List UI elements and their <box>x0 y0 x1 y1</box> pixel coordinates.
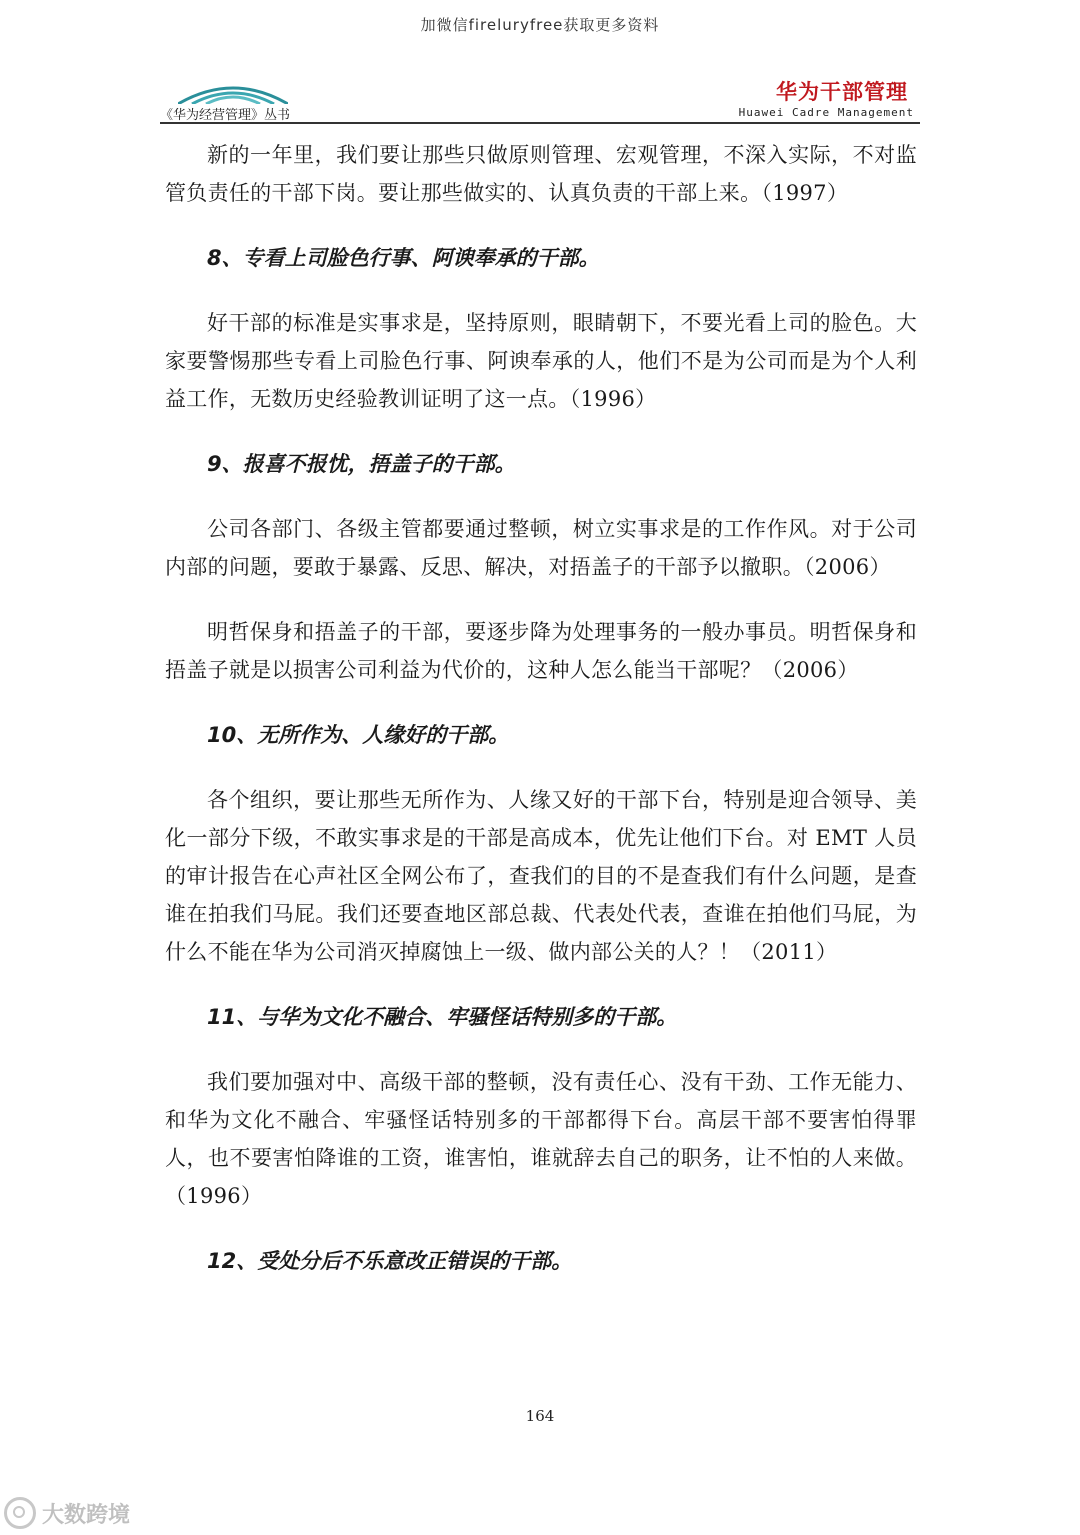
section-heading: 11、与华为文化不融合、牢骚怪话特别多的干部。 <box>207 1005 678 1029</box>
watermark <box>4 1497 130 1529</box>
brand-title: 华为干部管理 <box>776 80 908 104</box>
paragraph: 我们要加强对中、高级干部的整顿，没有责任心、没有干劲、工作无能力、和华为文化不融合、牢骚怪话特别多的干部都得下台。高层干部不要害怕得罪人，也不要害怕降谁的工资，谁害怕，谁就辞去自己的职务，让不怕的人来做。（1996） <box>165 1070 917 1208</box>
section-heading: 10、无所作为、人缘好的干部。 <box>207 723 510 747</box>
page-number: 164 <box>525 1407 555 1425</box>
paragraph: 明哲保身和捂盖子的干部，要逐步降为处理事务的一般办事员。明哲保身和捂盖子就是以损害公司利益为代价的，这种人怎么能当干部呢？（2006） <box>165 620 917 682</box>
paragraph: 各个组织，要让那些无所作为、人缘又好的干部下台，特别是迎合领导、美化一部分下级，不敢实事求是的干部是高成本，优先让他们下台。对 EMT 人员的审计报告在心声社区全网公布了，查我们的目的不是查我们有什么问题，是查谁在拍我们马屁。我们还要查地区部总裁、代表处代表，查谁在拍他们马屁，为什么不能在华为公司消灭掉腐蚀上一级、做内部公关的人？！（2011） <box>165 788 917 964</box>
section-heading: 8、专看上司脸色行事、阿谀奉承的干部。 <box>207 246 600 270</box>
document-body <box>165 136 917 1307</box>
watermark-text: 大数跨境 <box>42 1502 131 1528</box>
paragraph: 公司各部门、各级主管都要通过整顿，树立实事求是的工作作风。对于公司内部的问题，要敢于暴露、反思、解决，对捂盖子的干部予以撤职。（2006） <box>165 517 917 579</box>
paragraph: 好干部的标准是实事求是，坚持原则，眼睛朝下，不要光看上司的脸色。大家要警惕那些专看上司脸色行事、阿谀奉承的人，他们不是为公司而是为个人利益工作，无数历史经验教训证明了这一点。（1996） <box>165 311 917 411</box>
section-heading: 9、报喜不报忧，捂盖子的干部。 <box>207 452 516 476</box>
brand-subtitle: Huawei Cadre Management <box>738 106 914 119</box>
section-heading: 12、受处分后不乐意改正错误的干部。 <box>207 1249 573 1273</box>
mountain-logo-icon <box>178 78 288 104</box>
paragraph: 新的一年里，我们要让那些只做原则管理、宏观管理，不深入实际，不对监管负责任的干部下岗。要让那些做实的、认真负责的干部上来。（1997） <box>165 143 917 205</box>
page-header <box>160 60 920 122</box>
top-note: 加微信fireluryfree获取更多资料 <box>420 16 660 34</box>
watermark-logo-icon <box>4 1497 36 1529</box>
header-divider <box>160 122 920 124</box>
series-title: 《华为经营管理》丛书 <box>160 108 291 123</box>
